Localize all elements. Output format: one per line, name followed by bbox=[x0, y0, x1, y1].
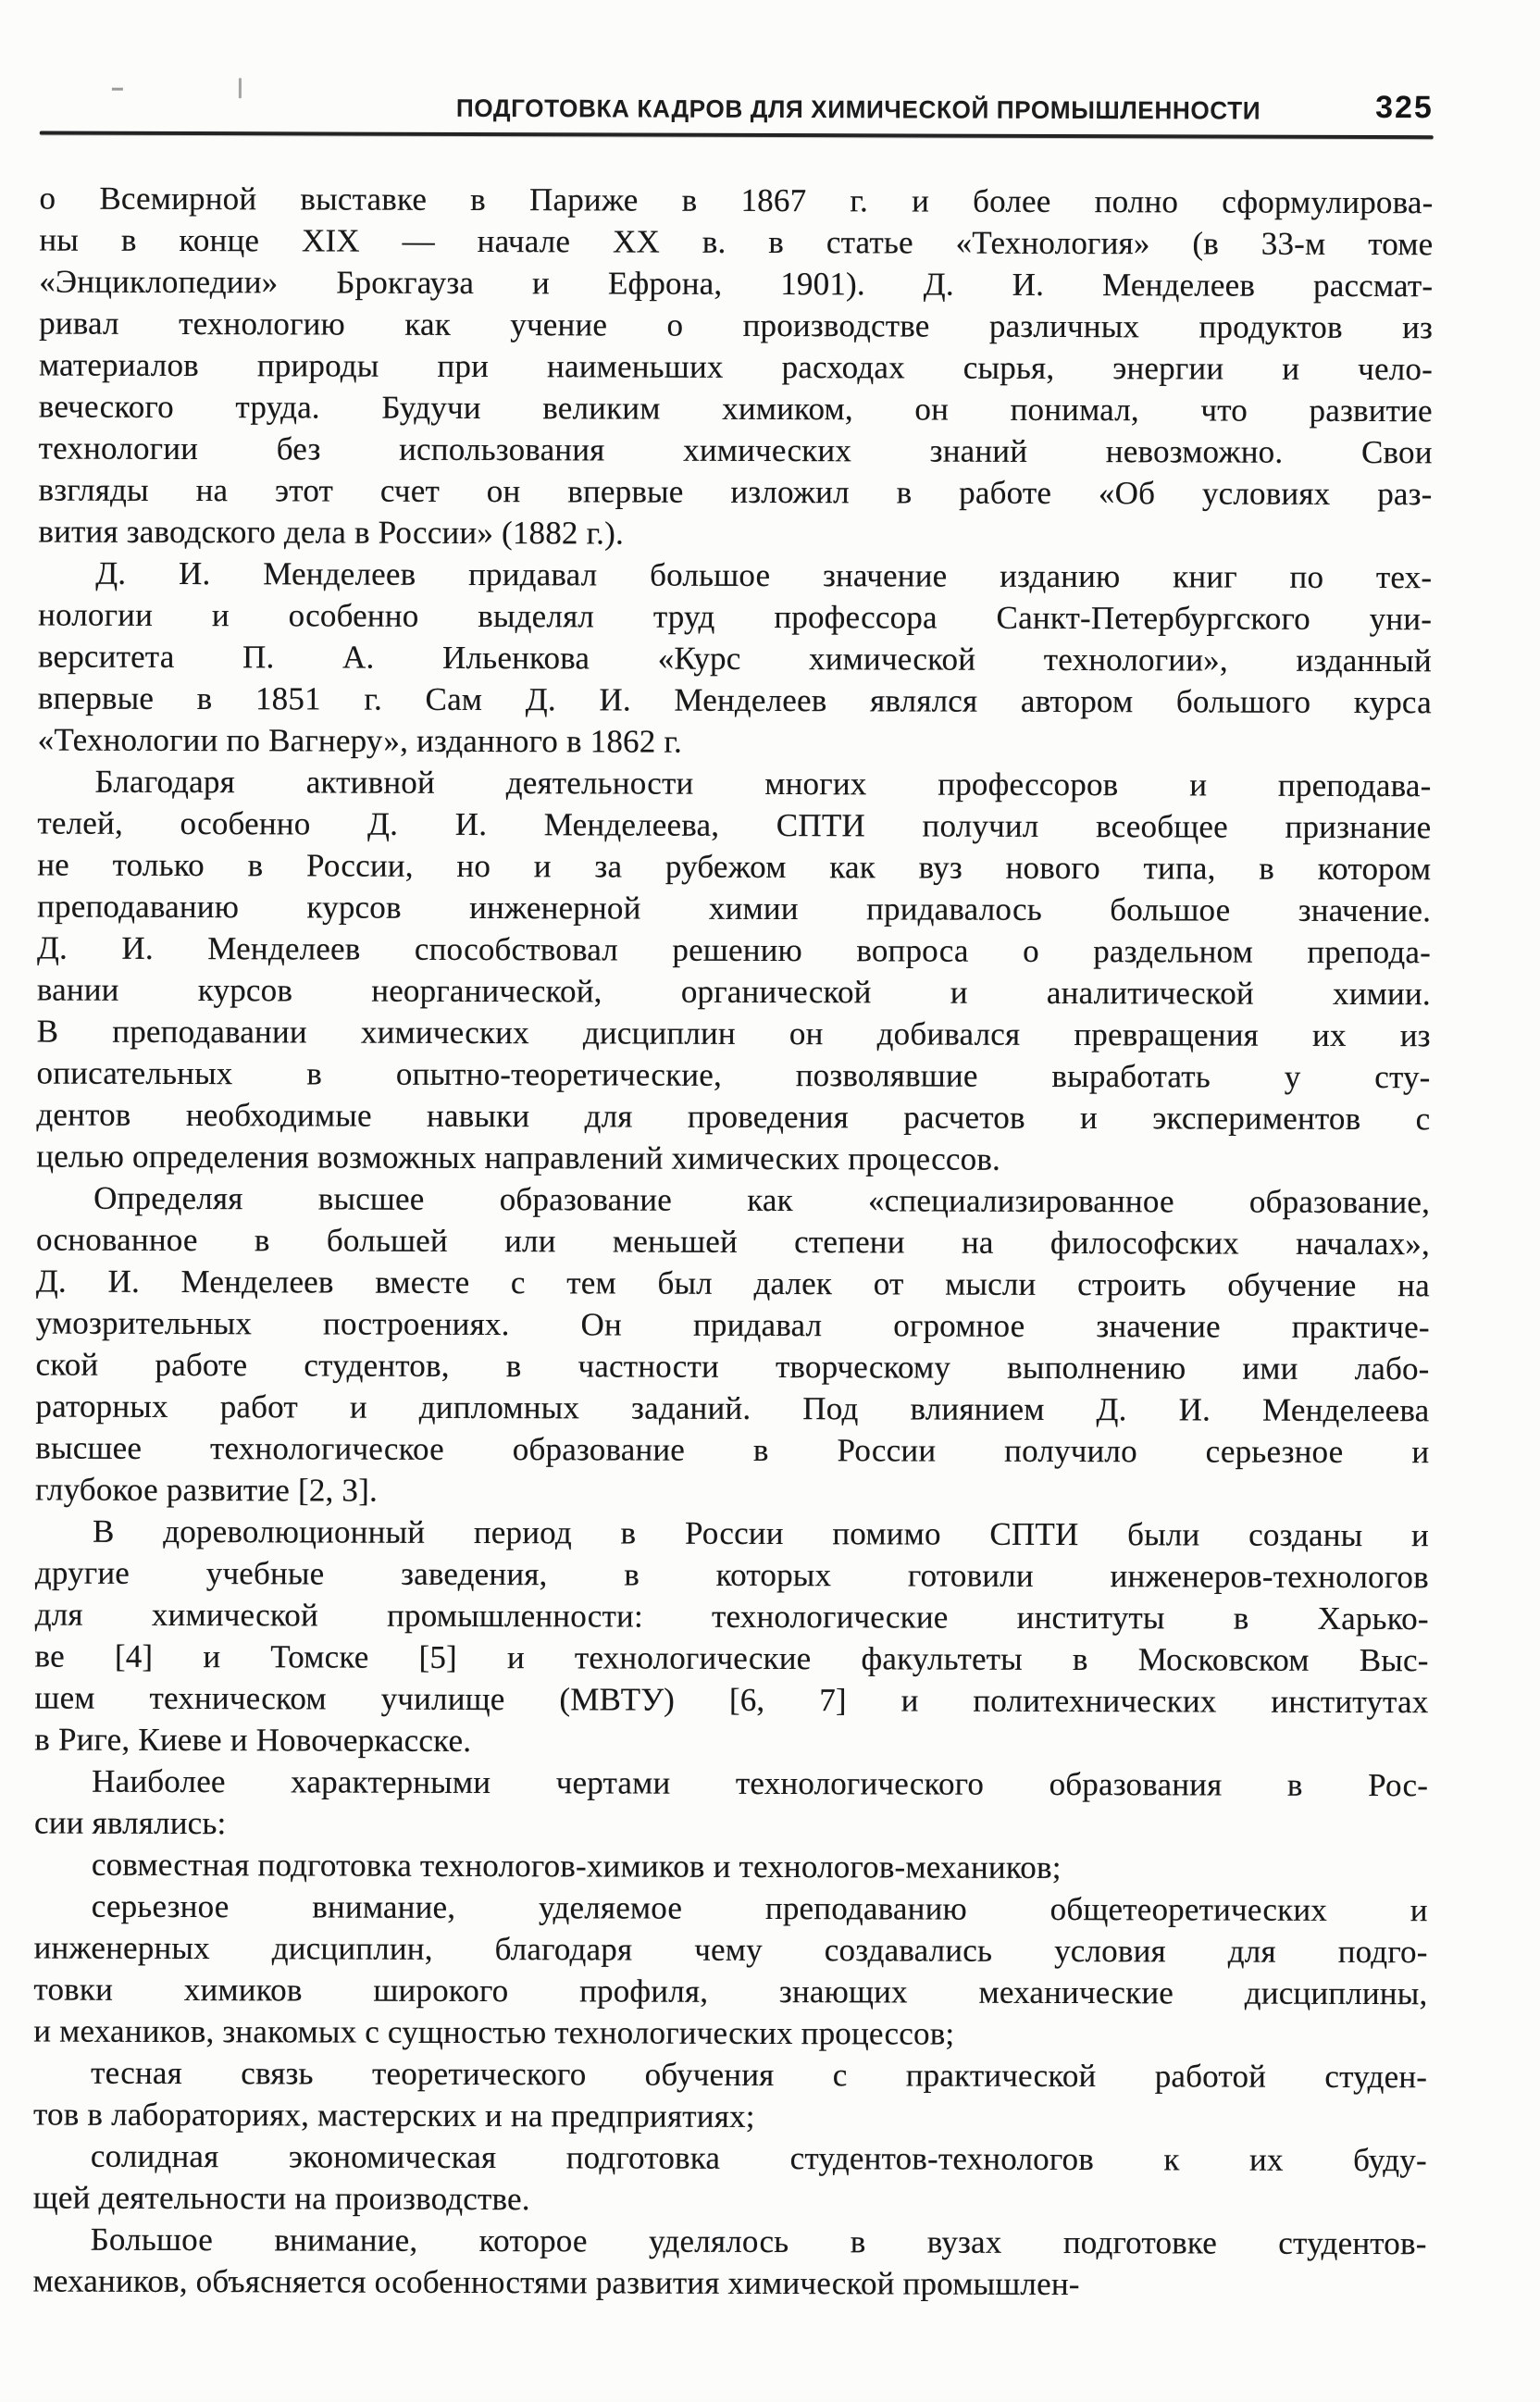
text-line: телей, особенно Д. И. Менделеева, СПТИ получил всеобщее признание bbox=[37, 804, 1432, 846]
text-line: ве [4] и Томске [5] и технологические факультеты в Московском Выс- bbox=[34, 1637, 1429, 1679]
text-line: взгляды на этот счет он впервые изложил в работе «Об условиях раз- bbox=[38, 471, 1433, 513]
text-line: дентов необходимые навыки для проведения расчетов и экспериментов с bbox=[36, 1096, 1431, 1138]
text-line: совместная подготовка технологов-химиков и технологов-механиков; bbox=[91, 1846, 1062, 1886]
text-line: Д. И. Менделеев вместе с тем был далек от мысли строить обучение на bbox=[35, 1263, 1430, 1304]
text-line: и механиков, знакомых с сущностью технологических процессов; bbox=[33, 2012, 955, 2052]
text-line: «Энциклопедии» Брокгауза и Ефрона, 1901). Д. И. Менделеев рассмат- bbox=[39, 263, 1434, 305]
text-line: вании курсов неорганической, органической и аналитической химии. bbox=[36, 971, 1431, 1013]
paragraph bbox=[34, 1511, 1429, 1765]
text-line: ривал технологию как учение о производстве различных продуктов из bbox=[39, 305, 1434, 346]
text-line: ны в конце XIX — начале XX в. в статье «Технология» (в 33-м томе bbox=[39, 221, 1434, 263]
running-header-title: ПОДГОТОВКА КАДРОВ ДЛЯ ХИМИЧЕСКОЙ ПРОМЫШЛЕННОСТИ bbox=[455, 93, 1261, 125]
text-line: впервые в 1851 г. Сам Д. И. Менделеев являлся автором большого курса bbox=[37, 679, 1432, 721]
text-line: солидная экономическая подготовка студентов-технологов к их буду- bbox=[90, 2137, 1427, 2179]
text-line: Определяя высшее образование как «специализированное образование, bbox=[93, 1179, 1431, 1221]
paragraph bbox=[32, 2219, 1426, 2307]
text-line: умозрительных построениях. Он придавал огромное значение практиче- bbox=[35, 1304, 1430, 1346]
text-block bbox=[32, 178, 1433, 2307]
text-line: нологии и особенно выделял труд профессора Санкт-Петербургского уни- bbox=[38, 596, 1433, 638]
text-line: сии являлись: bbox=[33, 1804, 227, 1842]
header-divider-rule bbox=[40, 131, 1434, 140]
text-line: тов в лабораториях, мастерских и на предприятиях; bbox=[32, 2096, 755, 2134]
text-line: «Технологии по Вагнеру», изданного в 1862 г. bbox=[37, 721, 683, 760]
text-line: вития заводского дела в России» (1882 г.). bbox=[38, 513, 625, 552]
text-line: Большое внимание, которое уделялось в вузах подготовке студентов- bbox=[90, 2221, 1427, 2262]
text-line: целью определения возможных направлений химических процессов. bbox=[36, 1138, 1001, 1177]
paragraph bbox=[33, 2135, 1427, 2223]
text-line: веческого труда. Будучи великим химиком, он понимал, что развитие bbox=[38, 388, 1433, 429]
text-line: описательных в опытно-теоретические, позволявшие выработать у сту- bbox=[36, 1054, 1431, 1096]
text-line: о Всемирной выставке в Париже в 1867 г. и более полно сформулирова- bbox=[39, 180, 1434, 221]
text-line: не только в России, но и за рубежом как вуз нового типа, в котором bbox=[37, 846, 1432, 888]
text-line: материалов природы при наименьших расходах сырья, энергии и чело- bbox=[38, 346, 1434, 388]
paragraph bbox=[33, 2052, 1427, 2140]
text-line: щей деятельности на производстве. bbox=[32, 2179, 530, 2218]
text-line: верситета П. А. Ильенкова «Курс химической технологии», изданный bbox=[37, 638, 1433, 679]
text-line: В преподавании химических дисциплин он добивался превращения их из bbox=[36, 1013, 1431, 1054]
paragraph bbox=[36, 761, 1431, 1182]
text-line: механиков, объясняется особенностями развития химической промышлен- bbox=[32, 2262, 1080, 2303]
text-line: основанное в большей или меньшей степени на философских началах», bbox=[35, 1221, 1431, 1263]
text-line: серьезное внимание, уделяемое преподаванию общетеоретических и bbox=[91, 1887, 1428, 1929]
text-line: для химической промышленности: технологические институты в Харько- bbox=[34, 1596, 1429, 1637]
text-line: в Риге, Киеве и Новочеркасске. bbox=[34, 1721, 472, 1759]
text-line: высшее технологическое образование в России получило серьезное и bbox=[35, 1429, 1430, 1471]
text-line: ской работе студентов, в частности творческому выполнению ими лабо- bbox=[35, 1346, 1430, 1388]
paragraph bbox=[33, 1886, 1428, 2057]
text-line: товки химиков широкого профиля, знающих механические дисциплины, bbox=[33, 1971, 1428, 2012]
text-line: преподаванию курсов инженерной химии придавалось большое значение. bbox=[37, 888, 1432, 929]
text-line: технологии без использования химических знаний невозможно. Свои bbox=[38, 429, 1433, 471]
text-line: Наиболее характерными чертами технологического образования в Рос- bbox=[92, 1762, 1429, 1804]
paragraph bbox=[34, 1844, 1428, 1890]
text-line: Д. И. Менделеев придавал большое значение изданию книг по тех- bbox=[95, 554, 1433, 596]
running-header bbox=[40, 91, 1434, 129]
text-line: инженерных дисциплин, благодаря чему создавались условия для подго- bbox=[33, 1929, 1428, 1971]
paragraph bbox=[34, 1761, 1428, 1848]
paragraph bbox=[38, 178, 1433, 557]
text-line: тесная связь теоретического обучения с практической работой студен- bbox=[91, 2054, 1428, 2096]
text-line: Благодаря активной деятельности многих профессоров и преподава- bbox=[94, 763, 1432, 804]
paragraph bbox=[38, 553, 1433, 765]
text-line: раторных работ и дипломных заданий. Под влиянием Д. И. Менделеева bbox=[35, 1388, 1430, 1429]
page-number: 325 bbox=[1375, 90, 1434, 126]
text-line: глубокое развитие [2, 3]. bbox=[35, 1471, 379, 1509]
text-line: Д. И. Менделеев способствовал решению вопроса о раздельном препода- bbox=[36, 929, 1432, 971]
text-line: другие учебные заведения, в которых готовили инженеров-технологов bbox=[34, 1554, 1429, 1596]
paragraph bbox=[35, 1177, 1430, 1515]
text-line: В дореволюционный период в России помимо СПТИ были созданы и bbox=[92, 1512, 1430, 1554]
text-line: шем техническом училище (МВТУ) [6, 7] и политехнических институтах bbox=[34, 1679, 1429, 1721]
